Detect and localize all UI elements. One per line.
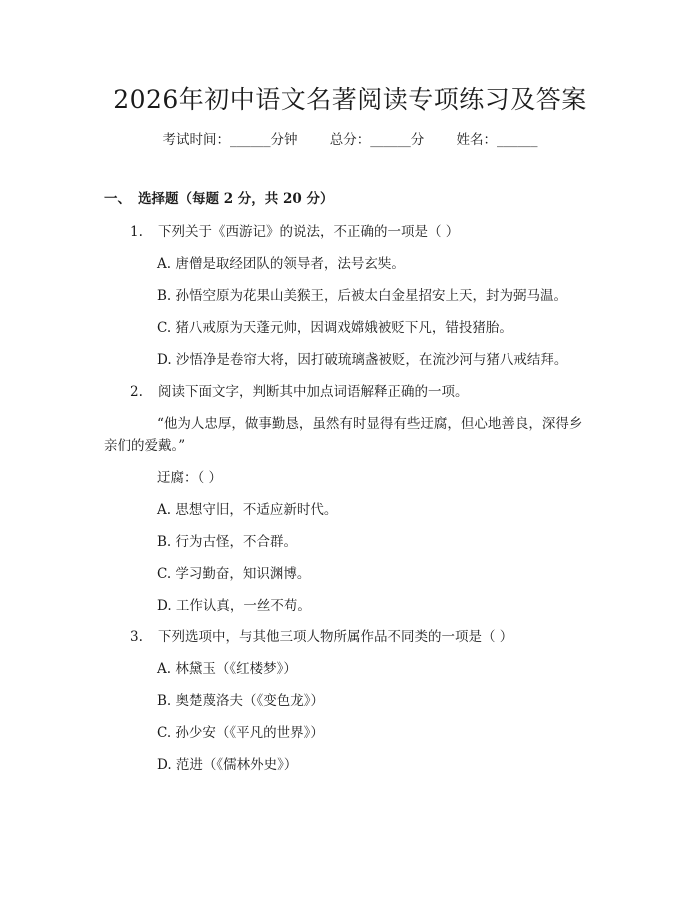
total-score-field: 总分：______分 [329, 132, 425, 148]
answer-blank: 迂腐：（ ） [157, 470, 223, 486]
option-3b: B. 奥楚蔑洛夫（《变色龙》） [157, 693, 325, 709]
section-title: 选择题（每题 2 分，共 20 分） [138, 191, 334, 207]
question-stem: 阅读下面文字，判断其中加点词语解释正确的一项。 [158, 384, 469, 400]
question-3 [130, 627, 513, 647]
exam-time-field: 考试时间：______分钟 [162, 132, 298, 148]
option-1a: A. 唐僧是取经团队的领导者，法号玄奘。 [157, 256, 405, 272]
student-name-field: 姓名：______ [456, 132, 538, 148]
question-stem: 下列选项中，与其他三项人物所属作品不同类的一项是（ ） [158, 629, 514, 645]
section-number: 一、 [104, 191, 131, 207]
option-3d: D. 范进（《儒林外史》） [157, 757, 298, 773]
quote-line-1: “他为人忠厚，做事勤恳，虽然有时显得有些迂腐，但心地善良，深得乡 [157, 416, 583, 432]
option-1c: C. 猪八戒原为天蓬元帅，因调戏嫦娥被贬下凡，错投猪胎。 [157, 320, 513, 336]
option-1d: D. 沙悟净是卷帘大将，因打破琉璃盏被贬，在流沙河与猪八戒结拜。 [157, 352, 568, 368]
quote-line-2: 亲们的爱戴。” [104, 438, 186, 454]
option-2b: B. 行为古怪，不合群。 [157, 534, 298, 550]
option-1b: B. 孙悟空原为花果山美猴王，后被太白金星招安上天，封为弼马温。 [157, 288, 568, 304]
option-2d: D. 工作认真，一丝不苟。 [157, 598, 311, 614]
question-number: 3. [130, 629, 143, 645]
question-number: 2. [130, 384, 143, 400]
question-1 [130, 222, 459, 242]
question-stem: 下列关于《西游记》的说法，不正确的一项是（ ） [158, 224, 460, 240]
option-3a: A. 林黛玉（《红楼梦》） [157, 661, 297, 677]
question-2 [130, 382, 469, 402]
exam-meta [0, 130, 700, 150]
option-2a: A. 思想守旧，不适应新时代。 [157, 502, 338, 518]
section-heading [104, 189, 333, 209]
page-title: 2026年初中语文名著阅读专项练习及答案 [113, 85, 587, 114]
option-3c: C. 孙少安（《平凡的世界》） [157, 725, 324, 741]
option-2c: C. 学习勤奋，知识渊博。 [157, 566, 311, 582]
question-number: 1. [130, 224, 143, 240]
